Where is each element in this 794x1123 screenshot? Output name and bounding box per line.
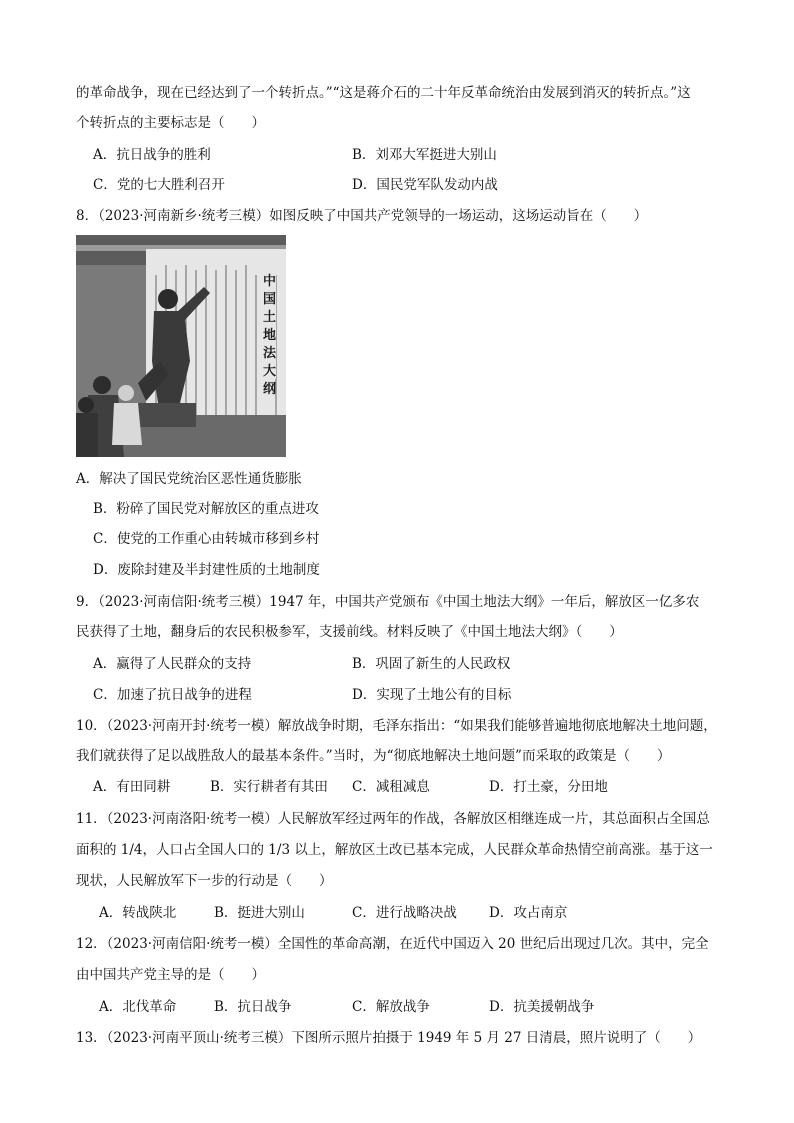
q10-option-a[interactable]: A．有田同耕 xyxy=(93,779,171,795)
q9-stem-line1: 9．（2023·河南信阳·统考三模）1947 年，中国共产党颁布《中国土地法大纲》一年后，解放区一亿多农 xyxy=(76,594,700,610)
q12-option-c[interactable]: C．解放战争 xyxy=(352,999,430,1015)
q11-option-d[interactable]: D．攻占南京 xyxy=(489,905,568,921)
q7-stem-line2: 个转折点的主要标志是（ ） xyxy=(76,115,265,131)
q10-stem-line1: 10．（2023·河南开封·统考一模）解放战争时期，毛泽东指出：“如果我们能够普遍地彻底地解决土地问题， xyxy=(76,718,717,734)
q8-option-a[interactable]: A．解决了国民党统治区恶性通货膨胀 xyxy=(76,471,302,487)
caption-char-6: 大 xyxy=(263,364,277,379)
q13-stem: 13．（2023·河南平顶山·统考三模）下图所示照片拍摄于 1949 年 5 月 27 日清晨，照片说明了（ ） xyxy=(76,1030,702,1046)
q7-stem-line1: 的革命战争，现在已经达到了一个转折点。”“这是蒋介石的二十年反革命统治由发展到消灭的转折点。”这 xyxy=(76,85,691,101)
caption-char-1: 中 xyxy=(263,274,277,289)
q11-stem-line2: 面积的 1/4，人口占全国人口的 1/3 以上，解放区土改已基本完成，人民群众革命热情空前高涨。基于这一 xyxy=(76,842,713,858)
caption-char-4: 地 xyxy=(263,328,277,343)
q9-option-c[interactable]: C．加速了抗日战争的进程 xyxy=(93,687,252,703)
q7-option-b[interactable]: B．刘邓大军挺进大别山 xyxy=(352,147,497,163)
q11-option-c[interactable]: C．进行战略决战 xyxy=(352,905,457,921)
q8-option-d[interactable]: D．废除封建及半封建性质的土地制度 xyxy=(93,562,320,578)
q10-option-d[interactable]: D．打土豪，分田地 xyxy=(489,779,608,795)
q7-option-d[interactable]: D．国民党军队发动内战 xyxy=(352,177,498,193)
q7-option-c[interactable]: C．党的七大胜利召开 xyxy=(93,177,225,193)
q12-stem-line1: 12．（2023·河南信阳·统考一模）全国性的革命高潮，在近代中国迈入 20 世纪后出现过几次。其中，完全 xyxy=(76,936,709,952)
q8-stem: 8．（2023·河南新乡·统考三模）如图反映了中国共产党领导的一场运动，这场运动旨在（ ） xyxy=(76,208,648,224)
q12-stem-line2: 由中国共产党主导的是（ ） xyxy=(76,967,265,983)
q8-option-b[interactable]: B．粉碎了国民党对解放区的重点进攻 xyxy=(93,501,319,517)
q10-stem-line2: 我们就获得了足以战胜敌人的最基本条件。”当时，为“彻底地解决土地问题”而采取的政策是（ ） xyxy=(76,748,671,764)
q10-option-c[interactable]: C．减租减息 xyxy=(352,779,430,795)
caption-char-3: 土 xyxy=(263,310,277,325)
q12-option-d[interactable]: D．抗美援朝战争 xyxy=(489,999,595,1015)
q8-option-c[interactable]: C．使党的工作重心由转城市移到乡村 xyxy=(93,531,320,547)
q10-option-b[interactable]: B．实行耕者有其田 xyxy=(210,779,328,795)
caption-char-2: 国 xyxy=(263,292,277,307)
q9-stem-line2: 民获得了土地，翻身后的农民积极参军，支援前线。材料反映了《中国土地法大纲》（ ） xyxy=(76,624,623,640)
q9-option-b[interactable]: B．巩固了新生的人民政权 xyxy=(352,656,511,672)
q11-option-b[interactable]: B．挺进大别山 xyxy=(214,905,305,921)
q9-option-a[interactable]: A．赢得了人民群众的支持 xyxy=(93,656,252,672)
caption-char-5: 法 xyxy=(263,346,277,361)
q9-option-d[interactable]: D．实现了土地公有的目标 xyxy=(352,687,512,703)
q11-option-a[interactable]: A．转战陕北 xyxy=(99,905,177,921)
q12-option-a[interactable]: A．北伐革命 xyxy=(99,999,177,1015)
land-law-photo xyxy=(76,235,286,457)
q12-option-b[interactable]: B．抗日战争 xyxy=(214,999,292,1015)
q11-stem-line1: 11．（2023·河南洛阳·统考一模）人民解放军经过两年的作战，各解放区相继连成一片，其总面积占全国总 xyxy=(76,811,710,827)
q7-option-a[interactable]: A．抗日战争的胜利 xyxy=(93,147,211,163)
caption-char-7: 纲 xyxy=(263,382,277,397)
land-law-photo-drawing xyxy=(76,235,286,457)
q11-stem-line3: 现状，人民解放军下一步的行动是（ ） xyxy=(76,873,333,889)
